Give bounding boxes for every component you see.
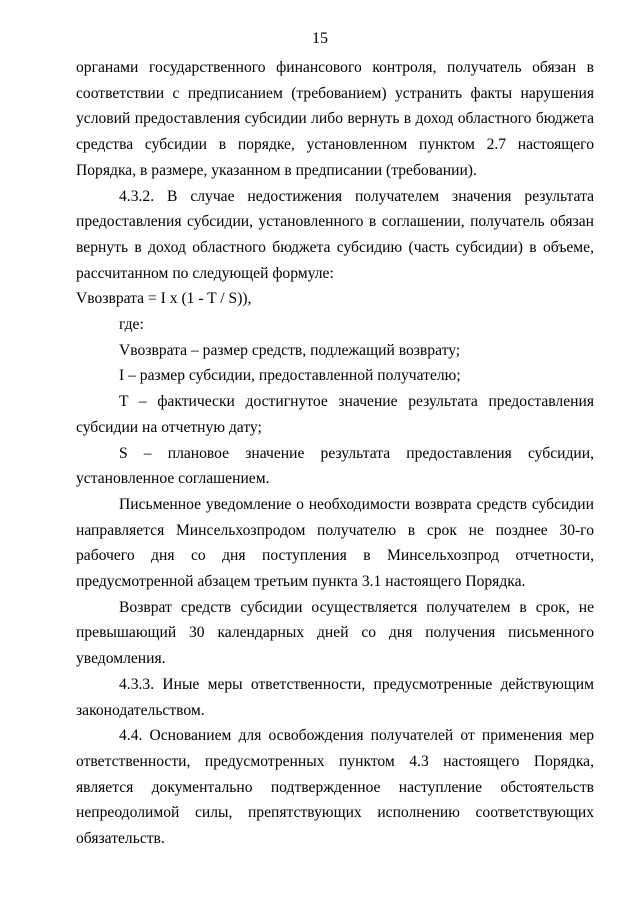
paragraph-return-term: Возврат средств субсидии осуществляется получателем в срок, не превышающий 30 календарных дней со дня получения письменного уведомления.: [76, 598, 594, 668]
paragraph-continuation: органами государственного финансового контроля, получатель обязан в соответствии с предписанием (требованием) устранить факты нарушения условий предоставления субсидии либо вернуть в доход областного бюджета средства субсидии в порядке, установленном пунктом 2.7 настоящего Порядка, в размере, указанном в предписании (требовании).: [76, 59, 594, 179]
formula-definition-i: I – размер субсидии, предоставленной получателю;: [119, 367, 461, 385]
page-number: 15: [312, 30, 328, 47]
formula: Vвозврата = I x (1 - T / S)),: [76, 290, 252, 308]
paragraph-4-4: 4.4. Основанием для освобождения получателей от применения мер ответственности, предусмотренных пунктом 4.3 настоящего Порядка, является документально подтвержденное наступление обстоятельств непреодолимой силы, препятствующих исполнению соответствующих обязательств.: [76, 727, 594, 848]
formula-where: где:: [119, 316, 144, 334]
formula-definition-s: S – плановое значение результата предоставления субсидии, установленное соглашением.: [76, 444, 594, 488]
paragraph-4-3-3: 4.3.3. Иные меры ответственности, предусмотренные действующим законодательством.: [76, 675, 594, 719]
document-body: [76, 55, 594, 852]
paragraph-4-3-2: 4.3.2. В случае недостижения получателем значения результата предоставления субсидии, установленного в соглашении, получатель обязан вернуть в доход областного бюджета субсидию (часть субсидии) в объеме, рассчитанном по следующей формуле:: [76, 187, 594, 282]
paragraph-notification: Письменное уведомление о необходимости возврата средств субсидии направляется Минсельхозпродом получателю в срок не позднее 30-го рабочего дня со дня поступления в Минсельхозпрод отчетности, предусмотренной абзацем третьим пункта 3.1 настоящего Порядка.: [76, 495, 594, 591]
formula-definition-v: Vвозврата – размер средств, подлежащий возврату;: [119, 341, 461, 359]
formula-definition-t: T – фактически достигнутое значение результата предоставления субсидии на отчетную дату;: [76, 393, 594, 436]
